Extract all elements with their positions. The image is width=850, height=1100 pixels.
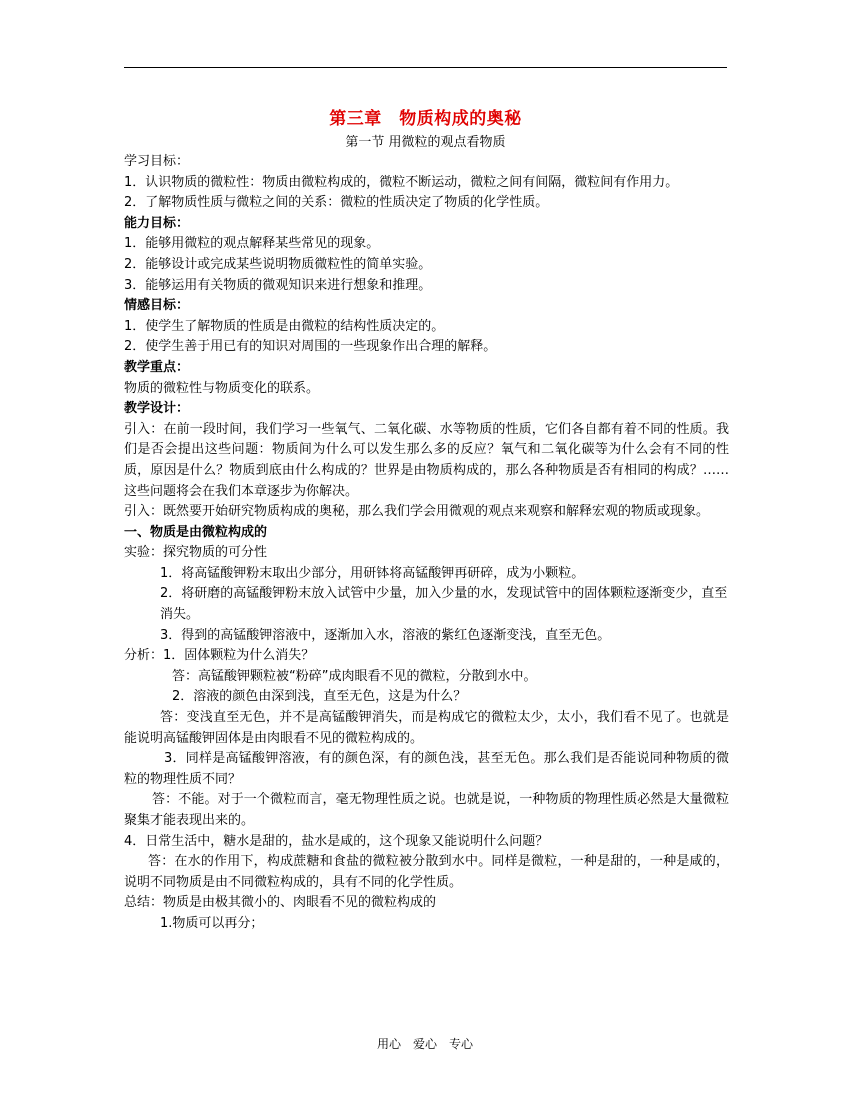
paragraph-intro-1: 引入：在前一段时间，我们学习一些氧气、二氧化碳、水等物质的性质，它们各自都有着不同的性质。我们是否会提出这些问题：物质间为什么可以发生那么多的反应？氧气和二氧化碳等为什么会有不同的性质，原因是什么？物质到底由什么构成的？世界是由物质构成的，那么各种物质是否有相同的构成？……这些问题将会在我们本章逐步为你解决。	[124, 421, 729, 499]
analysis-question: 2．溶液的颜色由深到浅，直至无色，这是为什么？	[172, 689, 467, 705]
section-subtitle: 第一节 用微粒的观点看物质	[345, 135, 506, 150]
list-item: 2．了解物质性质与微粒之间的关系：微粒的性质决定了物质的化学性质。	[124, 195, 549, 211]
list-item: 3．能够运用有关物质的微观知识来进行想象和推理。	[124, 277, 432, 293]
paragraph-experiment: 实验：探究物质的可分性	[124, 545, 268, 561]
analysis-answer: 答：高锰酸钾颗粒被“粉碎”成肉眼看不见的微粒，分散到水中。	[172, 668, 537, 684]
heading-ability-goals: 能力目标：	[124, 215, 190, 231]
paragraph-intro-2: 引入：既然要开始研究物质构成的奥秘，那么我们学会用微观的观点来观察和解释宏观的物质或现象。	[124, 504, 710, 520]
analysis-question: 分析：1．固体颗粒为什么消失？	[124, 648, 315, 664]
heading-learning-goals: 学习目标：	[124, 154, 190, 169]
experiment-step: 2．将研磨的高锰酸钾粉末放入试管中少量，加入少量的水，发现试管中的固体颗粒逐渐变少，直至消失。	[160, 586, 728, 623]
paragraph: 物质的微粒性与物质变化的联系。	[124, 380, 320, 396]
analysis-answer: 答：在水的作用下，构成蔗糖和食盐的微粒被分散到水中。同样是微粒，一种是甜的，一种是咸的，说明不同物质是由不同微粒构成的，具有不同的化学性质。	[124, 854, 729, 890]
list-item: 1．使学生了解物质的性质是由微粒的结构性质决定的。	[124, 318, 445, 334]
summary-item: 1.物质可以再分；	[160, 915, 264, 931]
header-rule	[124, 67, 727, 68]
page-footer: 用心 爱心 专心	[376, 1037, 473, 1051]
heading-key-points: 教学重点：	[124, 359, 190, 375]
analysis-answer: 答：不能。对于一个微粒而言，毫无物理性质之说。也就是说，一种物质的物理性质必然是大量微粒聚集才能表现出来的。	[124, 792, 729, 828]
experiment-step: 1．将高锰酸钾粉末取出少部分，用研钵将高锰酸钾再研碎，成为小颗粒。	[160, 565, 585, 581]
analysis-question: 4．日常生活中，糖水是甜的，盐水是咸的，这个现象又能说明什么问题？	[124, 833, 549, 849]
analysis-question: 3．同样是高锰酸钾溶液，有的颜色深，有的颜色浅，甚至无色。那么我们是否能说同种物质的微粒的物理性质不同？	[124, 751, 729, 787]
heading-section-one: 一、物质是由微粒构成的	[124, 524, 268, 540]
heading-emotion-goals: 情感目标：	[124, 298, 190, 314]
document-body	[124, 152, 729, 935]
chapter-title: 第三章 物质构成的奥秘	[329, 109, 522, 129]
list-item: 2．使学生善于用已有的知识对周围的一些现象作出合理的解释。	[124, 339, 497, 355]
paragraph-summary: 总结：物质是由极其微小的、肉眼看不见的微粒构成的	[124, 895, 437, 911]
experiment-step: 3．得到的高锰酸钾溶液中，逐渐加入水，溶液的紫红色逐渐变浅，直至无色。	[160, 627, 611, 643]
analysis-answer: 答：变浅直至无色，并不是高锰酸钾消失，而是构成它的微粒太少，太小，我们看不见了。也就是能说明高锰酸钾固体是由肉眼看不见的微粒构成的。	[124, 710, 729, 746]
heading-teaching-design: 教学设计：	[124, 401, 190, 417]
list-item: 2．能够设计或完成某些说明物质微粒性的简单实验。	[124, 256, 432, 272]
list-item: 1．认识物质的微粒性：物质由微粒构成的，微粒不断运动，微粒之间有间隔，微粒间有作用力。	[124, 174, 679, 190]
list-item: 1．能够用微粒的观点解释某些常见的现象。	[124, 236, 380, 252]
